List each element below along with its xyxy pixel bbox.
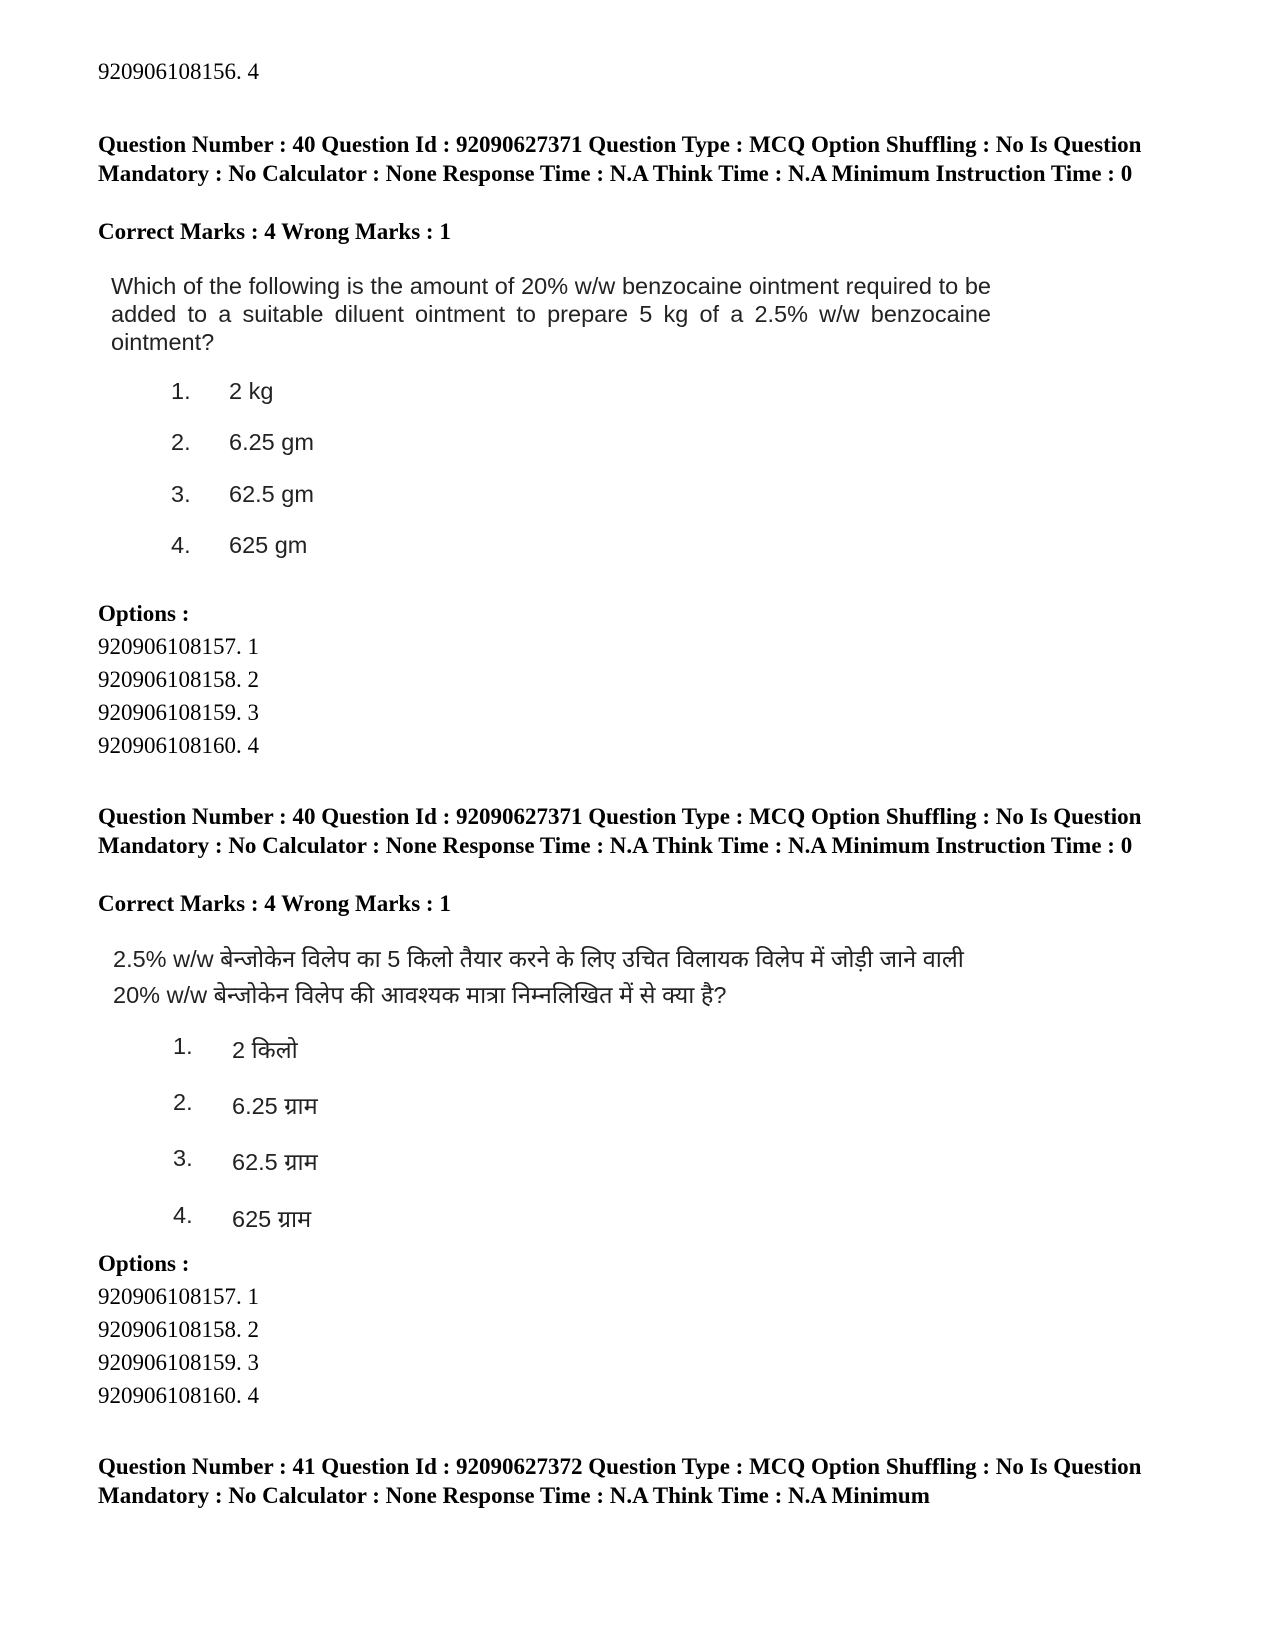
choice-number: 2.: [171, 429, 191, 455]
choice-number: 1.: [171, 378, 191, 404]
question-text: Which of the following is the amount of 20% w/w benzocaine ointment required to be added to a suitable diluent ointment to prepare 5 kg of a 2.5% w/w benzocaine ointment?: [111, 273, 991, 355]
option-id-line: 920906108158. 2: [98, 1317, 259, 1342]
options-label: Options :: [98, 601, 190, 626]
choice-text: 6.25 ग्राम: [232, 1093, 318, 1119]
question-header: Question Number : 41 Question Id : 92090627372 Question Type : MCQ Option Shuffling : No Is Question Mandatory : No Calculator : None Response Time : N.A Think Time : N.A Minimum: [98, 1454, 1142, 1508]
choice-text: 2 किलो: [232, 1037, 298, 1063]
marks-line: Correct Marks : 4 Wrong Marks : 1: [98, 219, 451, 244]
choice-text: 625 ग्राम: [232, 1206, 312, 1232]
choice-text: 6.25 gm: [229, 429, 314, 455]
choice-text: 2 kg: [229, 378, 274, 404]
marks-line: Correct Marks : 4 Wrong Marks : 1: [98, 891, 451, 916]
option-id-line: 920906108159. 3: [98, 1350, 259, 1375]
choice-number: 4.: [171, 532, 191, 558]
choice-number: 1.: [173, 1033, 193, 1059]
choice-text: 62.5 ग्राम: [232, 1149, 318, 1175]
option-id-line: 920906108158. 2: [98, 667, 259, 692]
choice-number: 3.: [171, 481, 191, 507]
question-header: Question Number : 40 Question Id : 92090627371 Question Type : MCQ Option Shuffling : No Is Question Mandatory : No Calculator : None Response Time : N.A Think Time : N.A Minimum Instruction Time : 0: [98, 804, 1142, 858]
choice-number: 4.: [173, 1202, 193, 1228]
question-header: Question Number : 40 Question Id : 92090627371 Question Type : MCQ Option Shuffling : No Is Question Mandatory : No Calculator : None Response Time : N.A Think Time : N.A Minimum Instruction Time : 0: [98, 132, 1142, 186]
choice-text: 62.5 gm: [229, 481, 314, 507]
option-id-line: 920906108157. 1: [98, 1284, 259, 1309]
option-id-line: 920906108157. 1: [98, 634, 259, 659]
choice-text: 625 gm: [229, 532, 308, 558]
question-text: 2.5% w/w बेन्जोकेन विलेप का 5 किलो तैयार करने के लिए उचित विलायक विलेप में जोड़ी जाने वाली 20% w/w बेन्जोकेन विलेप की आवश्यक मात्रा निम्नलिखित में से क्या है?: [113, 946, 964, 1008]
option-id-line: 920906108160. 4: [98, 1383, 259, 1408]
option-id-line: 920906108159. 3: [98, 700, 259, 725]
previous-option-line: 920906108156. 4: [98, 59, 259, 84]
options-label: Options :: [98, 1251, 190, 1276]
choice-number: 2.: [173, 1089, 193, 1115]
choice-number: 3.: [173, 1145, 193, 1171]
option-id-line: 920906108160. 4: [98, 733, 259, 758]
